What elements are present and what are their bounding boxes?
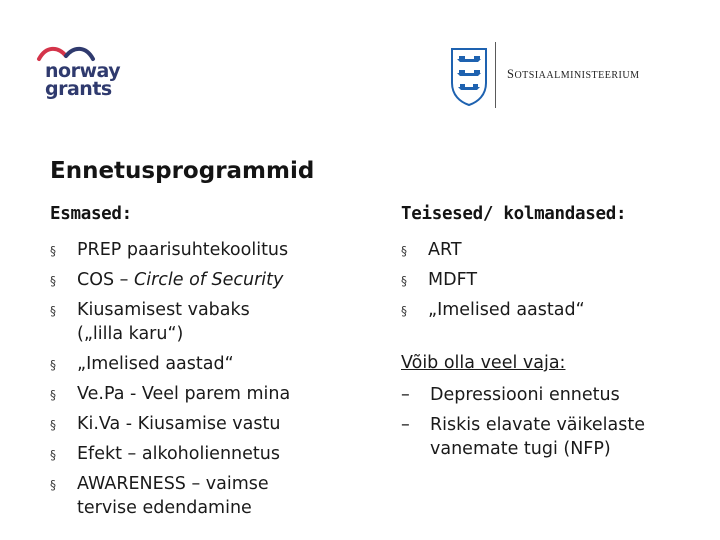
bullet-icon: § [50, 448, 56, 462]
list-item: § ART [401, 238, 701, 262]
bullet-icon: § [401, 244, 407, 258]
list-item: § AWARENESS – vaimse tervise edendamine [50, 474, 269, 518]
bullet-icon: § [50, 274, 56, 288]
logo-word-grants: grants [45, 78, 112, 100]
bullet-icon: § [50, 478, 56, 492]
bullet-icon: § [50, 388, 56, 402]
bullet-icon: § [401, 274, 407, 288]
primary-list [50, 238, 380, 526]
list-item: § Efekt – alkoholiennetus [50, 442, 380, 466]
maybe-needed-heading: Võib olla veel vaja: [401, 353, 566, 373]
dash-icon: – [401, 385, 410, 405]
bullet-icon: § [50, 418, 56, 432]
page-title: Ennetusprogrammid [50, 158, 315, 184]
estonia-coat-of-arms-icon [450, 47, 488, 107]
list-item: – Riskis elavate väikelaste vanemate tugi (NFP) [401, 415, 645, 459]
ministry-name: SOTSIAALMINISTEERIUM [507, 67, 640, 81]
bullet-icon: § [50, 358, 56, 372]
secondary-list [401, 238, 701, 328]
logo-word-norway: norway [45, 60, 121, 82]
list-item: § MDFT [401, 268, 701, 292]
norway-grants-logo [36, 44, 126, 102]
list-item: – Depressiooni ennetus [401, 385, 620, 405]
secondary-heading: Teisesed/ kolmandased: [401, 204, 627, 224]
list-item: § Kiusamisest vabaks („lilla karu“) [50, 300, 250, 344]
list-item: § Ki.Va - Kiusamise vastu [50, 412, 380, 436]
bullet-icon: § [50, 244, 56, 258]
list-item: § Ve.Pa - Veel parem mina [50, 382, 380, 406]
primary-heading: Esmased: [50, 204, 132, 224]
list-item: § „Imelised aastad“ [401, 298, 701, 322]
list-item: § COS – Circle of Security [50, 268, 380, 292]
dash-icon: – [401, 415, 410, 435]
list-item: § PREP paarisuhtekoolitus [50, 238, 380, 262]
bullet-icon: § [401, 304, 407, 318]
list-item: § „Imelised aastad“ [50, 352, 380, 376]
bullet-icon: § [50, 304, 56, 318]
logo-divider [495, 42, 496, 108]
maybe-needed-list [401, 383, 720, 467]
